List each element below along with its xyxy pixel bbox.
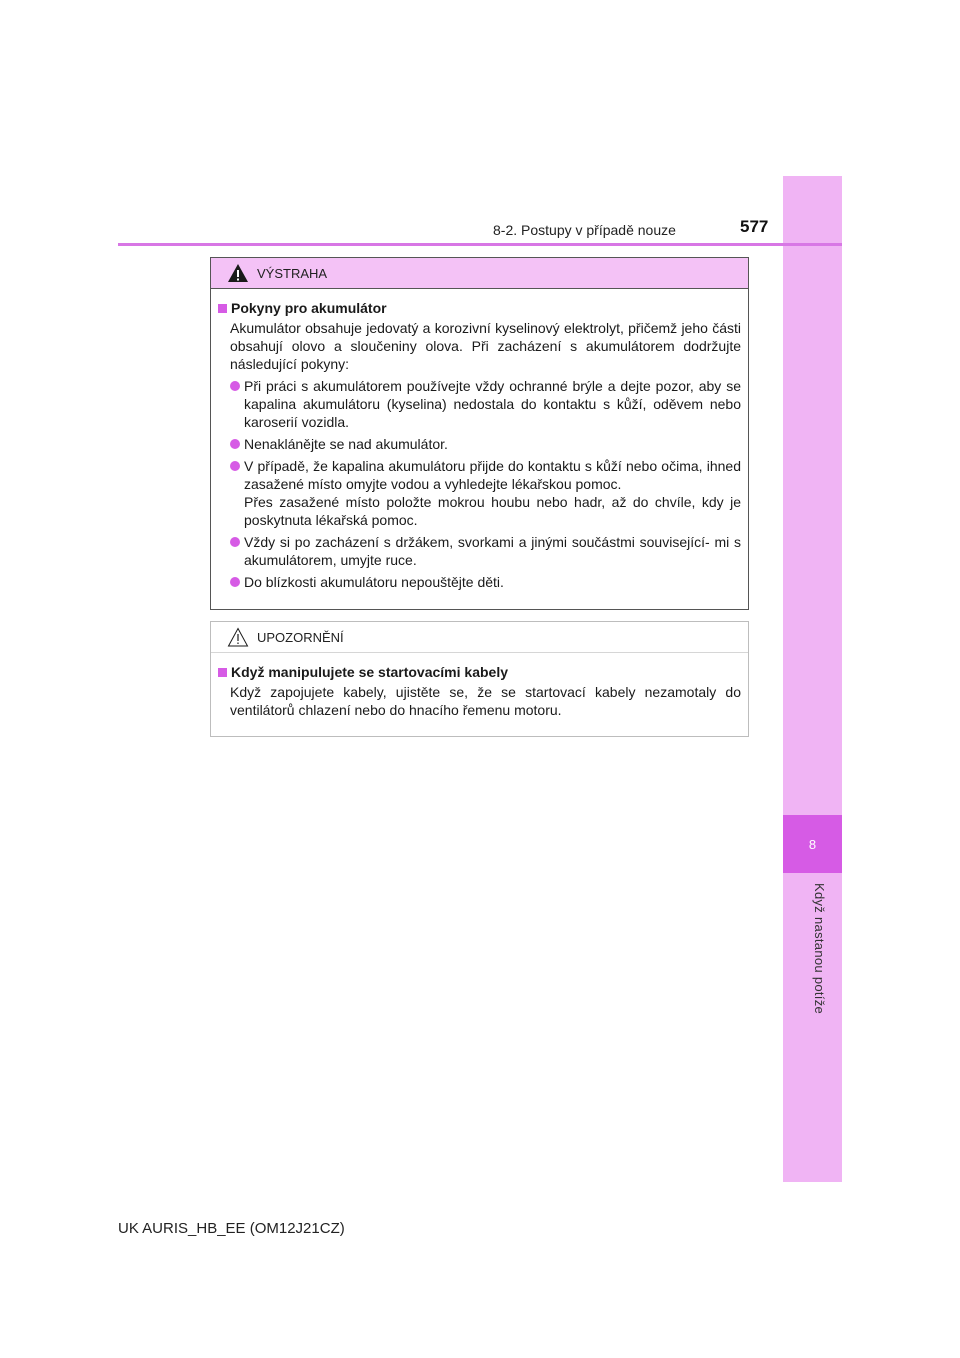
list-item: [218, 435, 741, 453]
chapter-number: 8: [783, 815, 842, 873]
warning-icon: [227, 263, 249, 283]
list-item-text: Do blízkosti akumulátoru nepouštějte děti.: [244, 574, 504, 590]
list-item: [218, 533, 741, 569]
caution-section-title: [218, 663, 741, 681]
list-item-text: Vždy si po zacházení s držákem, svorkami a jinými součástmi související- mi s akumulátorem, umyjte ruce.: [244, 534, 741, 568]
warning-intro: Akumulátor obsahuje jedovatý a korozivní kyselinový elektrolyt, přičemž jeho části obsahují olovo a sloučeniny olova. Při zacházení s akumulátorem dodržujte následující pokyny:: [230, 320, 741, 372]
square-bullet-icon: [218, 304, 227, 313]
list-item-line: V případě, že kapalina akumulátoru přijde do kontaktu s kůží nebo očima, ihned zasažené místo omyjte vodou a vyhledejte lékařskou pomoc.: [244, 458, 741, 492]
list-item-line: Přes zasažené místo položte mokrou houbu nebo hadr, až do chvíle, kdy je poskytnuta lékařská pomoc.: [244, 494, 741, 528]
caution-body: [211, 653, 748, 719]
chapter-side-tab: [783, 176, 842, 1182]
list-item-text: Při práci s akumulátorem používejte vždy ochranné brýle a dejte pozor, aby se kapalina akumulátoru (kyselina) nedostala do kontaktu s kůží, oděvem nebo karoserií vozidla.: [244, 378, 741, 430]
section-heading: 8-2. Postupy v případě nouze: [493, 222, 676, 238]
header-divider: [118, 243, 842, 246]
caution-icon: [227, 627, 249, 647]
bullet-dot-icon: [230, 439, 240, 449]
caution-box: [210, 621, 749, 737]
list-item: [218, 457, 741, 529]
list-item: [218, 573, 741, 591]
bullet-dot-icon: [230, 577, 240, 587]
warning-header: [211, 258, 748, 289]
list-item: [218, 377, 741, 431]
warning-title: VÝSTRAHA: [257, 265, 328, 281]
warning-body: [211, 289, 748, 591]
warning-box: [210, 257, 749, 610]
list-item-text: [244, 457, 741, 529]
caution-header: [211, 622, 748, 653]
model-code: UK AURIS_HB_EE (OM12J21CZ): [118, 1220, 345, 1237]
chapter-label: Když nastanou potíže: [812, 883, 827, 1015]
warning-section-title: [218, 299, 741, 317]
square-bullet-icon: [218, 668, 227, 677]
caution-title: UPOZORNĚNÍ: [257, 629, 344, 645]
bullet-dot-icon: [230, 461, 240, 471]
caution-section-title-text: Když manipulujete se startovacími kabely: [231, 664, 508, 680]
caution-text: Když zapojujete kabely, ujistěte se, že se startovací kabely nezamotaly do ventilátorů chlazení nebo do hnacího řemenu motoru.: [230, 684, 741, 718]
page-number: 577: [740, 217, 769, 236]
bullet-dot-icon: [230, 537, 240, 547]
list-item-text: Nenaklánějte se nad akumulátor.: [244, 436, 448, 452]
warning-section-title-text: Pokyny pro akumulátor: [231, 300, 387, 316]
bullet-dot-icon: [230, 381, 240, 391]
